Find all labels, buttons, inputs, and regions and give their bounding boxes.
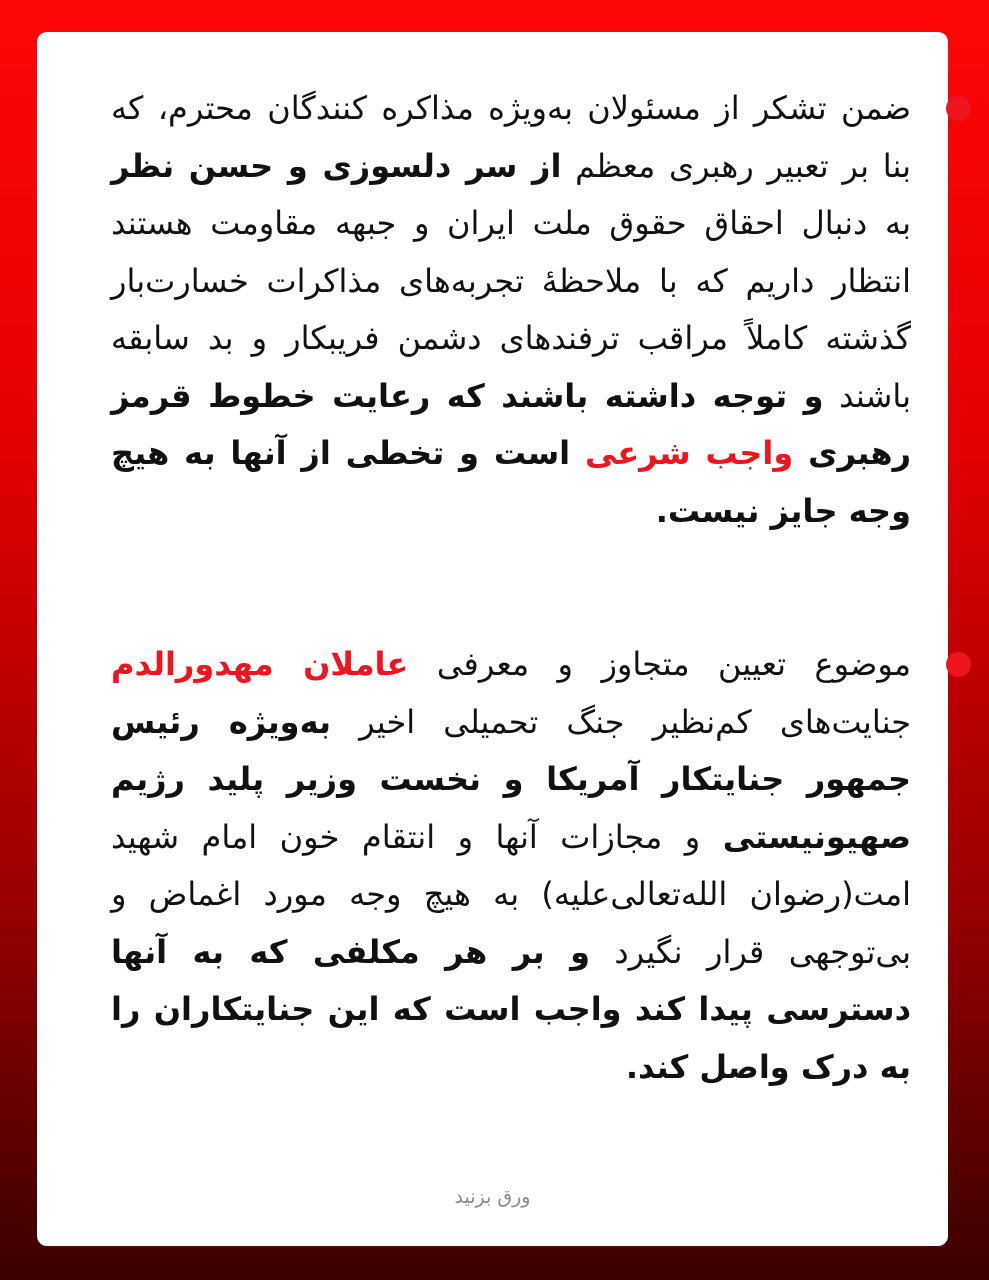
bullet-item-2 [111, 636, 911, 1096]
bullet-2-text: موضوع تعیین متجاوز و معرفی عاملان مهدورالدم جنایت‌های کم‌نظیر جنگ تحمیلی اخیر به‌ویژه رئیس جمهور جنایتکار آمریکا و نخست وزیر پلید رژیم صهیونیستی و مجازات آنها و انتقام خون امام شهید امت(رضوان الله‌تعالی‌علیه) به هیچ وجه مورد اغماض و بی‌توجهی قرار نگیرد و بر هر مکلفی که به آنها دسترسی پیدا کند واجب است که این جنایتکاران را به درک واصل کند. [111, 645, 912, 1086]
bullet-1-bold-2: و توجه داشته باشند که رعایت خطوط قرمز رهبری [111, 376, 912, 472]
bullet-1-text: ضمن تشکر از مسئولان به‌ویژه مذاکره کنندگان محترم، که بنا بر تعبیر رهبری معظم از سر دلسوزی و حسن نظر به دنبال احقاق حقوق ملت ایران و جبهه مقاومت هستند انتظار داریم که با ملاحظهٔ تجربه‌های مذاکرات خسارت‌بار گذشته کاملاً مراقب ترفندهای دشمن فریبکار و بد سابقه باشند و توجه داشته باشند که رعایت خطوط قرمز رهبری واجب شرعی است و تخطی از آنها به هیچ وجه جایز نیست. [111, 89, 912, 530]
swipe-hint: ورق بزنید [454, 1186, 531, 1208]
bullet-1-red-highlight: واجب شرعی [585, 434, 794, 472]
content-card [37, 32, 948, 1246]
bullet-dot-icon [946, 652, 971, 677]
bullet-2-red-highlight: عاملان مهدورالدم [111, 645, 409, 683]
bullet-2-bold-2: و بر هر مکلفی که به آنها دسترسی پیدا کند واجب است که این جنایتکاران را به درک واصل کند. [111, 932, 911, 1086]
bullet-item-1 [111, 80, 911, 540]
bullet-1-bold-3: است و تخطی از آنها به هیچ وجه جایز نیست. [111, 434, 911, 530]
bullet-dot-icon [946, 96, 971, 121]
bullet-2-bold-1: به‌ویژه رئیس جمهور جنایتکار آمریکا و نخست وزیر پلید رژیم صهیونیستی [111, 702, 911, 856]
bullet-1-bold-1: از سر دلسوزی و حسن نظر [111, 146, 562, 185]
